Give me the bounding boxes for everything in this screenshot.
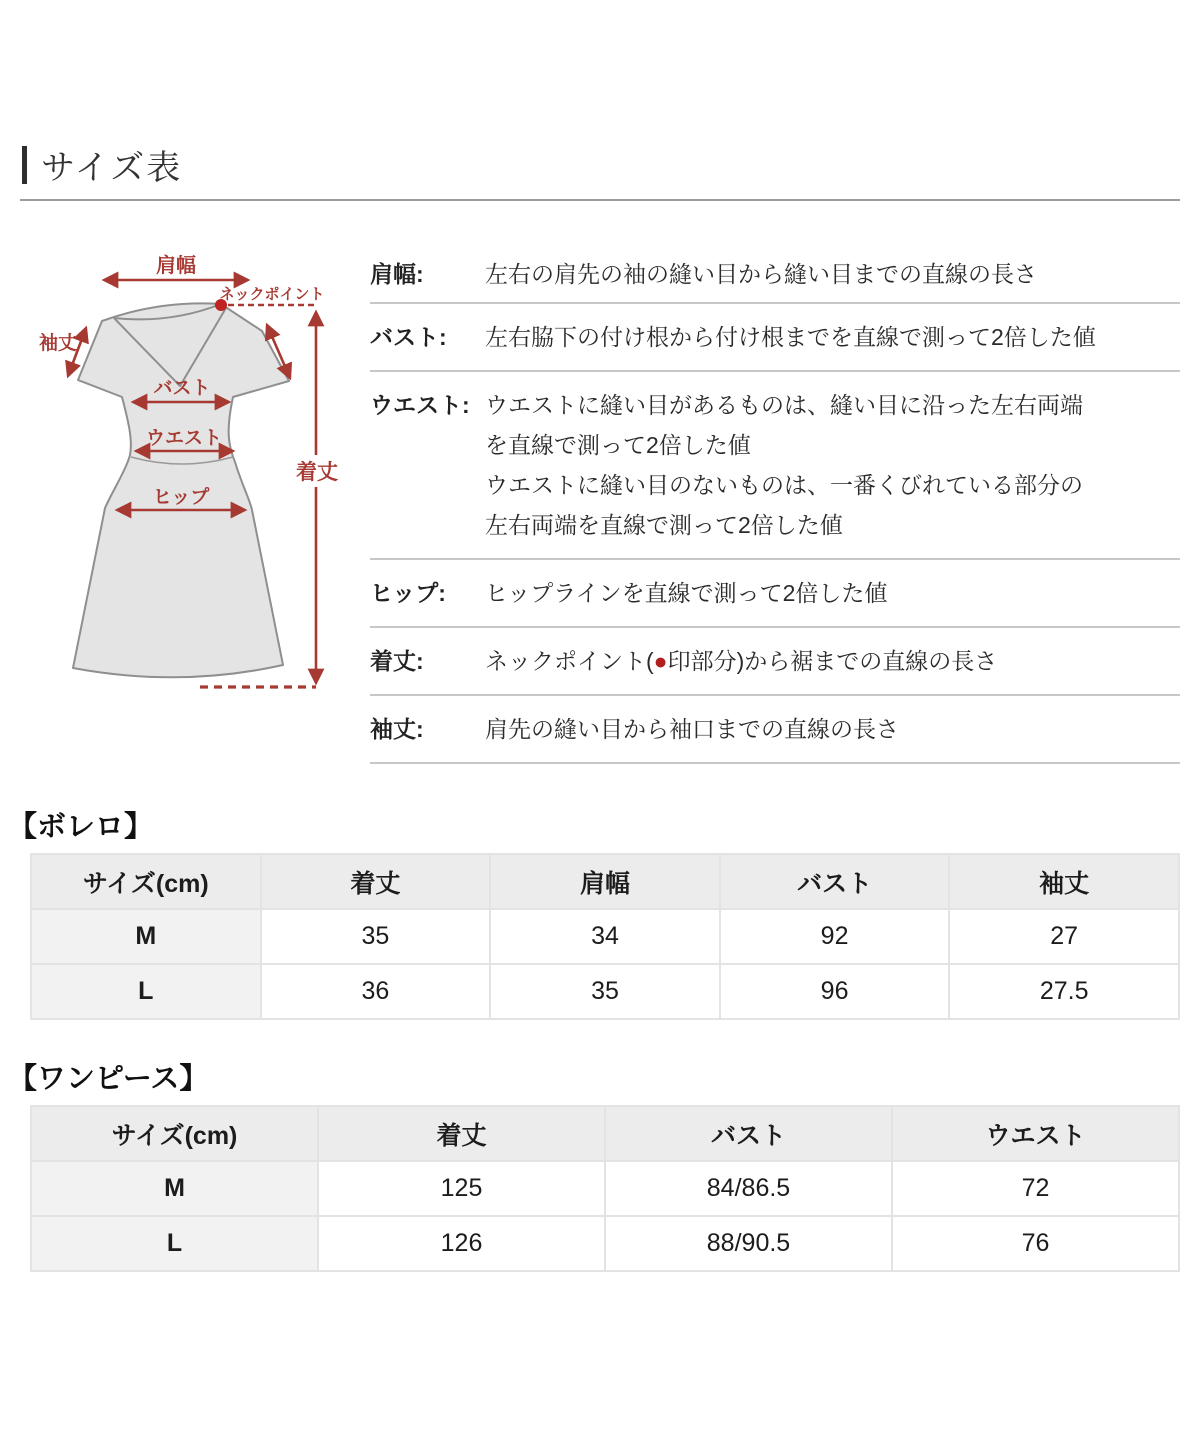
definition-description bbox=[485, 641, 1180, 681]
column-header: サイズ(cm) bbox=[31, 854, 261, 909]
definition-term: バスト: bbox=[370, 324, 447, 350]
definition-term: 肩幅: bbox=[370, 261, 424, 287]
definition-description bbox=[485, 573, 1180, 613]
bolero-heading: 【ボレロ】 bbox=[8, 811, 154, 843]
definition-line: 左右脇下の付け根から付け根までを直線で測って2倍した値 bbox=[485, 324, 1096, 350]
definition-term: ヒップ: bbox=[370, 580, 446, 606]
definition-row-waist bbox=[370, 372, 1180, 560]
shoulder-width-label: 肩幅 bbox=[156, 255, 196, 277]
column-header: 着丈 bbox=[318, 1106, 605, 1161]
definition-line bbox=[485, 641, 1180, 681]
definition-line: 肩先の縫い目から袖口までの直線の長さ bbox=[485, 716, 899, 742]
title-divider bbox=[20, 199, 1180, 201]
definition-row-bust bbox=[370, 304, 1180, 372]
table-cell: 27.5 bbox=[949, 964, 1179, 1019]
column-header: サイズ(cm) bbox=[31, 1106, 318, 1161]
size-label: L bbox=[31, 1216, 318, 1271]
onepiece-size-table bbox=[30, 1105, 1180, 1272]
page-title: サイズ表 bbox=[41, 149, 183, 187]
title-accent-bar bbox=[22, 146, 27, 184]
neck-point-label: ネックポイント bbox=[219, 286, 325, 303]
size-label: M bbox=[31, 909, 261, 964]
definition-line: ヒップラインを直線で測って2倍した値 bbox=[485, 580, 888, 606]
sleeve-length-label: 袖丈 bbox=[38, 333, 78, 354]
definition-row-shoulder bbox=[370, 252, 1180, 304]
table-cell: 36 bbox=[261, 964, 491, 1019]
measurement-definitions bbox=[370, 252, 1180, 764]
table-cell: 125 bbox=[318, 1161, 605, 1216]
definition-term: ウエスト: bbox=[370, 392, 470, 418]
table-row bbox=[31, 964, 1179, 1019]
table-cell: 88/90.5 bbox=[605, 1216, 892, 1271]
table-row bbox=[31, 1161, 1179, 1216]
column-header: ウエスト bbox=[892, 1106, 1179, 1161]
dress-measurement-diagram bbox=[30, 250, 360, 700]
table-cell: 35 bbox=[261, 909, 491, 964]
table-cell: 27 bbox=[949, 909, 1179, 964]
table-cell: 35 bbox=[490, 964, 720, 1019]
table-cell: 126 bbox=[318, 1216, 605, 1271]
table-header-row bbox=[31, 1106, 1179, 1161]
definition-description bbox=[485, 385, 1180, 545]
definition-line: 左右両端を直線で測って2倍した値 bbox=[485, 512, 843, 538]
size-label: L bbox=[31, 964, 261, 1019]
definition-text: ネックポイント( bbox=[485, 648, 654, 674]
bust-label: バスト bbox=[153, 378, 211, 399]
table-cell: 72 bbox=[892, 1161, 1179, 1216]
column-header: 袖丈 bbox=[949, 854, 1179, 909]
definition-line: ウエストに縫い目のないものは、一番くびれている部分の bbox=[485, 472, 1083, 498]
table-cell: 76 bbox=[892, 1216, 1179, 1271]
table-row bbox=[31, 909, 1179, 964]
table-cell: 34 bbox=[490, 909, 720, 964]
waist-label: ウエスト bbox=[145, 428, 223, 449]
definition-line: ウエストに縫い目があるものは、縫い目に沿った左右両端 bbox=[485, 392, 1083, 418]
definition-row-length bbox=[370, 628, 1180, 696]
onepiece-heading: 【ワンピース】 bbox=[8, 1063, 209, 1095]
column-header: 着丈 bbox=[261, 854, 491, 909]
definition-description bbox=[485, 317, 1180, 357]
column-header: 肩幅 bbox=[490, 854, 720, 909]
table-cell: 84/86.5 bbox=[605, 1161, 892, 1216]
column-header: バスト bbox=[720, 854, 950, 909]
table-header-row bbox=[31, 854, 1179, 909]
definition-row-hip bbox=[370, 560, 1180, 628]
neck-point-dot-glyph: ● bbox=[653, 648, 668, 674]
table-cell: 92 bbox=[720, 909, 950, 964]
definition-term: 袖丈: bbox=[370, 716, 424, 742]
bolero-size-table bbox=[30, 853, 1180, 1020]
definition-description bbox=[485, 254, 1180, 294]
column-header: バスト bbox=[605, 1106, 892, 1161]
garment-length-label: 着丈 bbox=[296, 461, 338, 484]
definition-description bbox=[485, 709, 1180, 749]
page-title-block bbox=[22, 140, 182, 189]
definition-term: 着丈: bbox=[370, 648, 424, 674]
table-row bbox=[31, 1216, 1179, 1271]
definition-row-sleeve bbox=[370, 696, 1180, 764]
hip-label: ヒップ bbox=[152, 487, 210, 508]
definition-text: 印部分)から裾までの直線の長さ bbox=[667, 648, 998, 674]
size-label: M bbox=[31, 1161, 318, 1216]
table-cell: 96 bbox=[720, 964, 950, 1019]
definition-line: 左右の肩先の袖の縫い目から縫い目までの直線の長さ bbox=[485, 261, 1037, 287]
definition-line: を直線で測って2倍した値 bbox=[485, 432, 751, 458]
